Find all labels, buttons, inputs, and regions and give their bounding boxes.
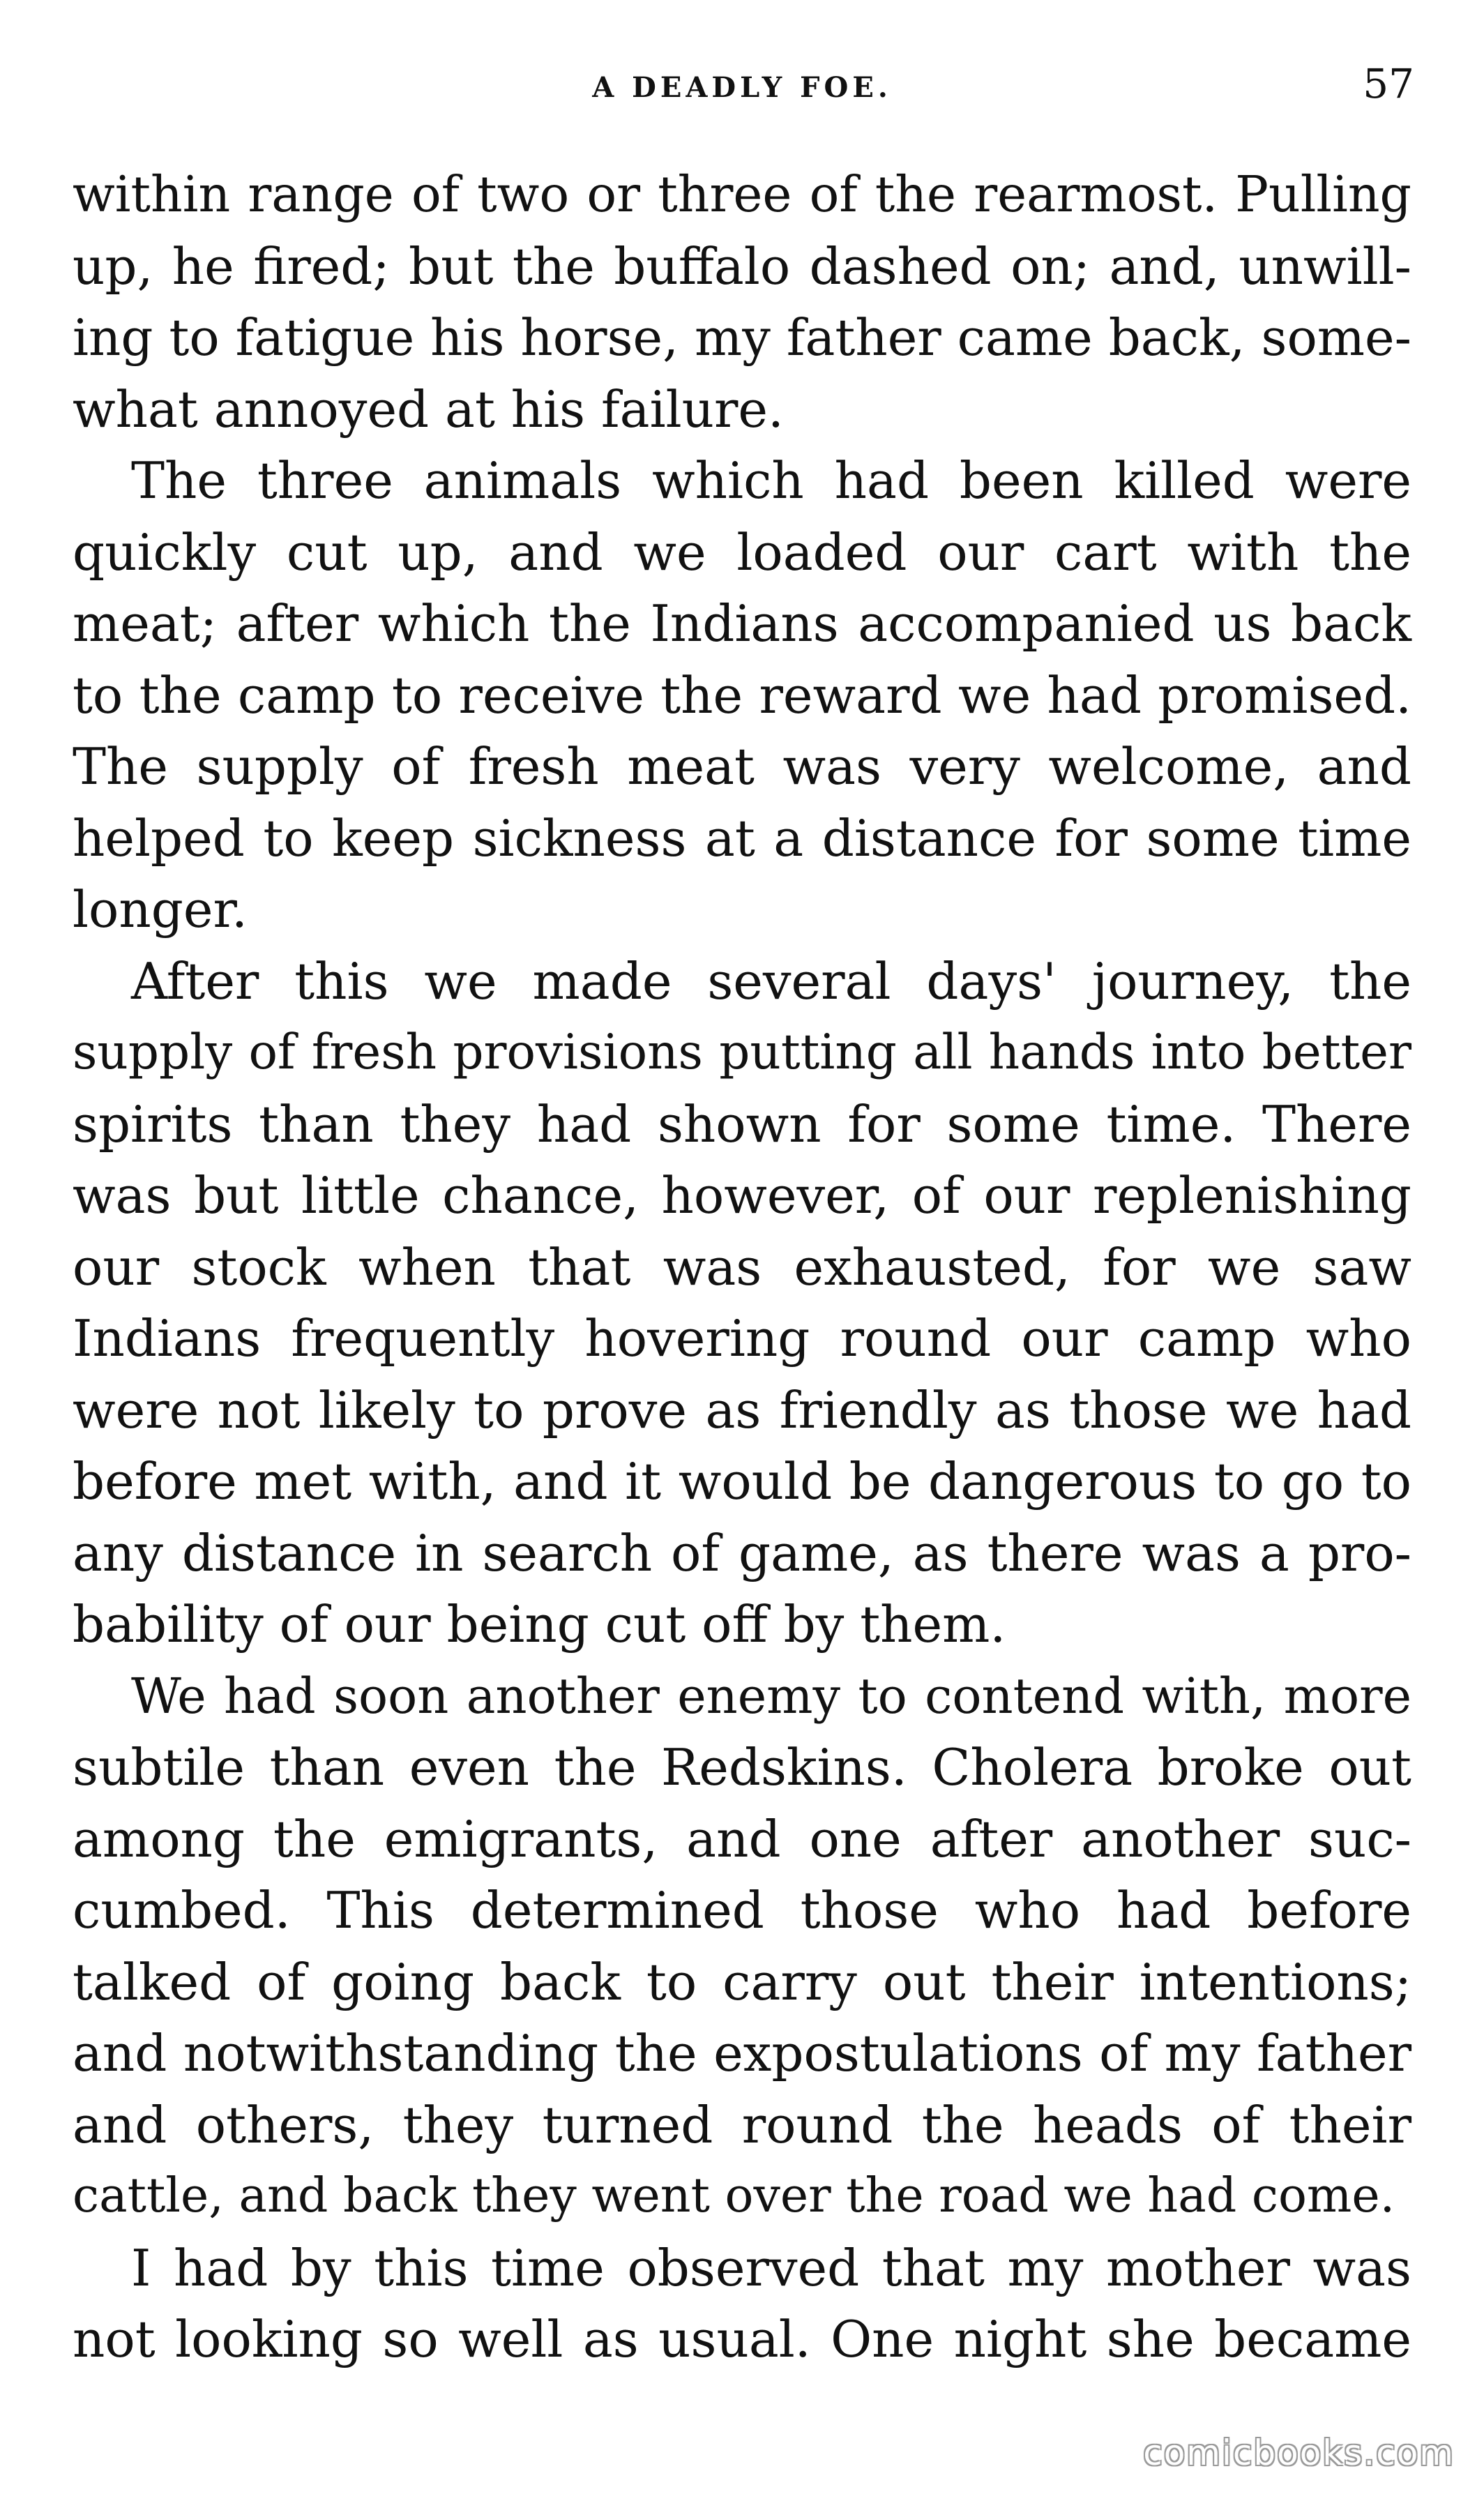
text-line: ing to fatigue his horse, my father came back, some- <box>73 308 1411 367</box>
text-line: After this we made several days' journey, the <box>131 951 1411 1011</box>
text-line: within range of two or three of the rearmost. Pulling <box>73 165 1411 223</box>
text-line: cumbed. This determined those who had before <box>73 1881 1411 1940</box>
text-line: any distance in search of game, as there was a pro- <box>73 1523 1411 1582</box>
text-line: Indians frequently hovering round our camp who <box>73 1309 1411 1368</box>
text-line: and others, they turned round the heads of their <box>73 2095 1411 2154</box>
text-line: cattle, and back they went over the road we had come. <box>73 2168 1395 2223</box>
text-line: up, he fired; but the buffalo dashed on; and, unwill- <box>73 236 1411 296</box>
body-text <box>73 159 1411 2375</box>
text-line: before met with, and it would be dangerous to go to <box>73 1452 1411 1511</box>
text-line: meat; after which the Indians accompanied us back <box>73 594 1411 653</box>
text-line: what annoyed at his failure. <box>73 379 784 439</box>
text-line: We had soon another enemy to contend with, more <box>131 1667 1411 1725</box>
text-line: The three animals which had been killed were <box>131 451 1411 510</box>
text-line: subtile than even the Redskins. Cholera broke out <box>73 1738 1411 1797</box>
text-line: among the emigrants, and one after another suc- <box>73 1809 1411 1868</box>
text-line: longer. <box>73 880 248 939</box>
text-line: quickly cut up, and we loaded our cart with the <box>73 522 1411 582</box>
page-header <box>0 56 1484 119</box>
page-number: 57 <box>1363 60 1414 107</box>
text-line: were not likely to prove as friendly as those we had <box>73 1380 1411 1440</box>
text-line: helped to keep sickness at a distance for some time <box>73 808 1411 868</box>
text-line: I had by this time observed that my mother was <box>131 2238 1411 2297</box>
text-line: bability of our being cut off by them. <box>73 1595 1006 1654</box>
running-title: A DEADLY FOE. <box>592 71 892 104</box>
text-line: was but little chance, however, of our replenishing <box>73 1166 1411 1225</box>
text-line: The supply of fresh meat was very welcome, and <box>73 737 1411 796</box>
text-line: and notwithstanding the expostulations of my father <box>73 2024 1411 2083</box>
text-line: supply of fresh provisions putting all hands into better <box>73 1025 1411 1080</box>
text-line: our stock when that was exhausted, for we saw <box>73 1237 1411 1297</box>
text-line: to the camp to receive the reward we had promised. <box>73 665 1411 725</box>
text-line: spirits than they had shown for some time. There <box>73 1094 1411 1154</box>
text-line: talked of going back to carry out their intentions; <box>73 1952 1411 2011</box>
watermark: comicbooks.com <box>1143 2433 1455 2473</box>
text-line: not looking so well as usual. One night she became <box>73 2310 1411 2368</box>
